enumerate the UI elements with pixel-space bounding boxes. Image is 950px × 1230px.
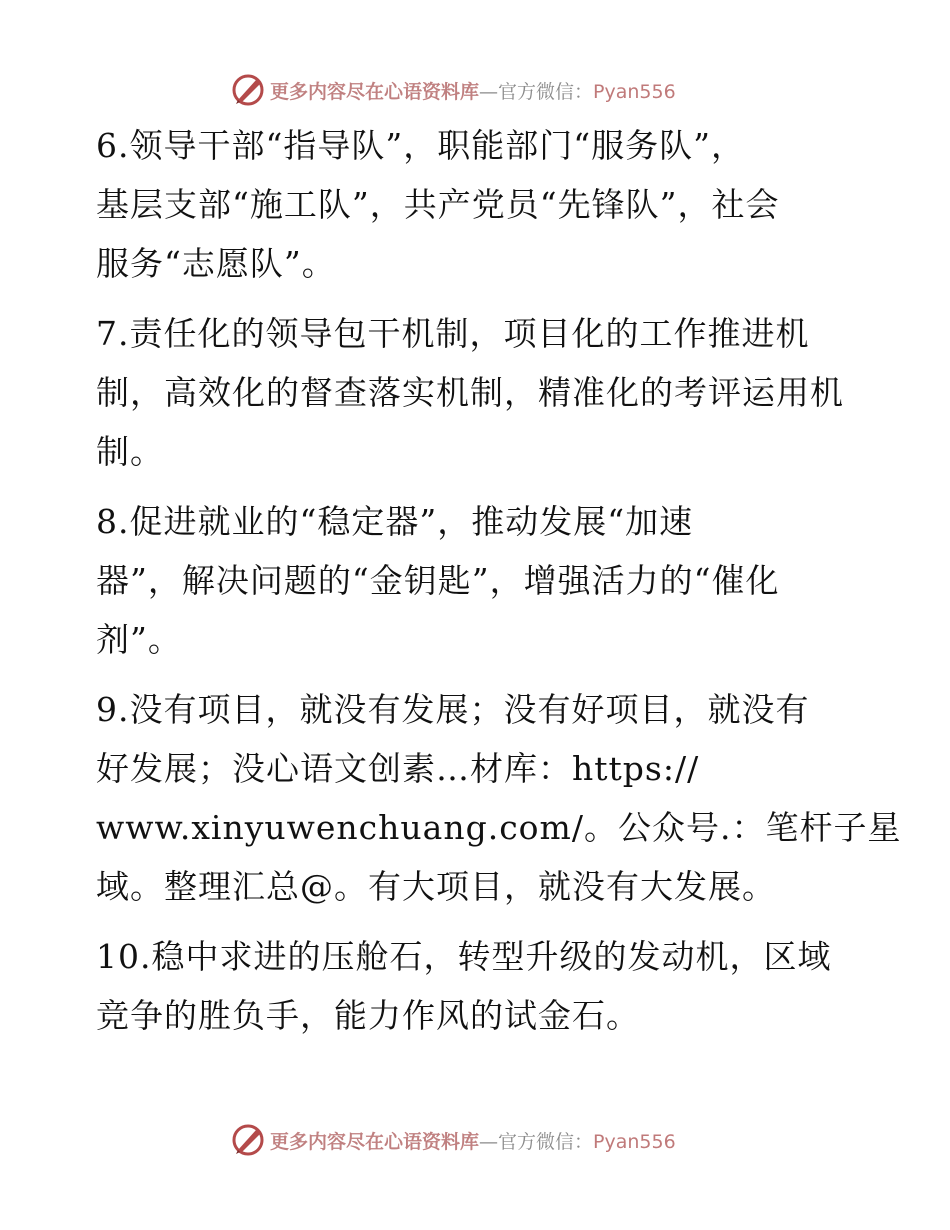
text-line: 基层支部“施工队”，共产党员“先锋队”，社会 (96, 185, 780, 224)
text-line: 10.稳中求进的压舱石，转型升级的发动机，区域 (96, 937, 832, 976)
text-line: 服务“志愿队”。 (96, 244, 336, 283)
text-line: 9.没有项目，就没有发展；没有好项目，就没有 (96, 690, 810, 729)
list-item (96, 927, 856, 1045)
list-item (96, 492, 856, 669)
banner-sep: — (479, 80, 499, 103)
banner-text (270, 1127, 676, 1154)
text-line: 剂”。 (96, 620, 182, 659)
banner-official: 官方微信： (498, 80, 594, 103)
banner-id: Pyan556 (593, 80, 676, 103)
banner-text (270, 77, 676, 104)
text-line: www.xinyuwenchuang.com/。公众号.：笔杆子星 (96, 808, 902, 847)
banner-sep: — (479, 1130, 499, 1153)
document-body (96, 116, 902, 1056)
footer-banner (230, 1120, 710, 1160)
text-line: 6.领导干部“指导队”，职能部门“服务队”， (96, 126, 745, 165)
text-line: 器”，解决问题的“金钥匙”，增强活力的“催化 (96, 561, 780, 600)
text-line: 好发展；没心语文创素…材库：https:// (96, 749, 700, 788)
pen-logo-icon (230, 1122, 266, 1158)
list-item (96, 304, 856, 481)
list-item (96, 680, 902, 916)
text-line: 竞争的胜负手，能力作风的试金石。 (96, 996, 640, 1035)
banner-main: 更多内容尽在心语资料库 (270, 1130, 480, 1153)
text-line: 8.促进就业的“稳定器”，推动发展“加速 (96, 502, 694, 541)
text-line: 域。整理汇总@。有大项目，就没有大发展。 (96, 867, 776, 906)
list-item (96, 116, 856, 293)
banner-id: Pyan556 (593, 1130, 676, 1153)
banner-official: 官方微信： (498, 1130, 594, 1153)
header-banner (230, 70, 710, 110)
text-line: 7.责任化的领导包干机制，项目化的工作推进机 (96, 314, 810, 353)
banner-main: 更多内容尽在心语资料库 (270, 80, 480, 103)
text-line: 制。 (96, 432, 164, 471)
text-line: 制，高效化的督查落实机制，精准化的考评运用机 (96, 373, 844, 412)
pen-logo-icon (230, 72, 266, 108)
